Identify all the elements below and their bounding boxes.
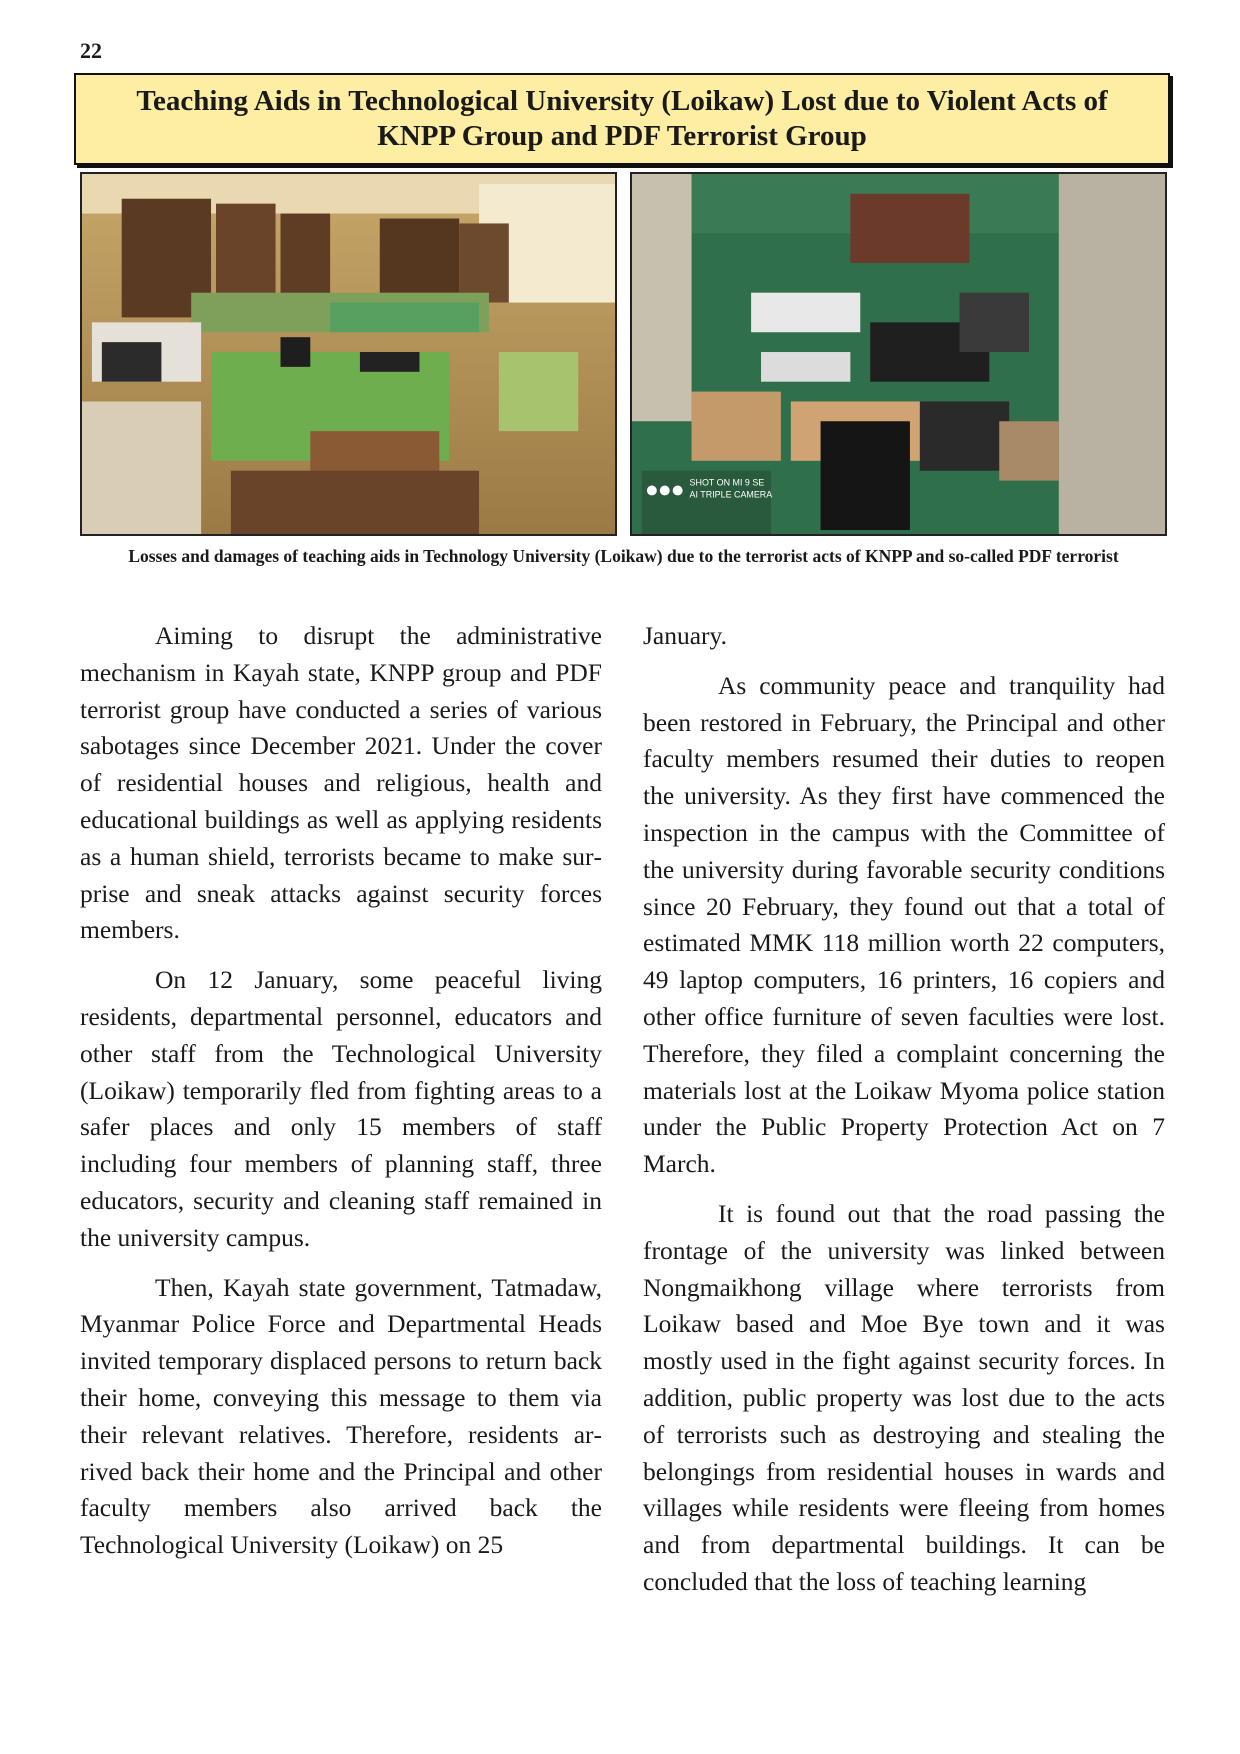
article-column-left — [80, 618, 602, 1577]
paragraph: Then, Kayah state government, Tatmadaw, Myanmar Police Force and Departmental Heads invited temporary displaced persons to return back their home, conveying this message to them via their relevant relatives. Therefore, residents arrived back their home and the Principal and other faculty members also arrived back the Technological University (Loikaw) on 25 — [80, 1272, 602, 1560]
camera-watermark-line1: SHOT ON MI 9 SE — [689, 477, 765, 488]
photo-office-damage — [630, 172, 1167, 536]
article-column-right — [643, 618, 1165, 1614]
photo-caption: Losses and damages of teaching aids in Technology University (Loikaw) due to the terrorist acts of KNPP and so-called PDF terrorist — [128, 546, 1119, 566]
paragraph: It is found out that the road passing the frontage of the university was linked between Nongmaikhong village where terrorists from Loikaw based and Moe Bye town and it was mostly used in the fight against security forces. In addition, public property was lost due to the acts of terrorists such as destroying and stealing the belongings from residential houses in wards and villages while residents were fleeing from homes and from departmental buildings. It can be concluded that the loss of teaching learning — [643, 1198, 1165, 1596]
paragraph-continuation: January. — [643, 621, 728, 650]
camera-watermark-line2: AI TRIPLE CAMERA — [689, 489, 773, 500]
article-title: Teaching Aids in Technological University (Loikaw) Lost due to Violent Acts of KNPP Group and PDF Terrorist Group — [136, 85, 1108, 152]
paragraph: As community peace and tranquility had been restored in February, the Principal and other faculty members resumed their duties to reopen the university. As they first have commenced the inspection in the campus with the Committee of the university during favorable security conditions since 20 February, they found out that a total of estimated MMK 118 million worth 22 computers, 49 laptop computers, 16 printers, 16 copiers and other office furniture of seven faculties were lost. Therefore, they filed a complaint concerning the materials lost at the Loikaw Myoma police station under the Public Property Protection Act on 7 March. — [643, 670, 1165, 1179]
paragraph: Aiming to disrupt the administrative mechanism in Kayah state, KNPP group and PDF terrorist group have conducted a series of various sabotages since December 2021. Under the cover of residential houses and religious, health and educational buildings as well as applying residents as a human shield, terrorists became to make surprise and sneak attacks against security forces members. — [80, 621, 602, 945]
page-number: 22 — [80, 38, 102, 63]
paragraph: On 12 January, some peaceful living residents, departmental personnel, educators and other staff from the Technological University (Loikaw) temporarily fled from fighting areas to a safer places and only 15 members of staff including four members of planning staff, three educators, security and cleaning staff remained in the university campus. — [80, 965, 602, 1252]
article-title-box — [74, 73, 1170, 165]
photo-classroom-damage — [80, 172, 617, 536]
